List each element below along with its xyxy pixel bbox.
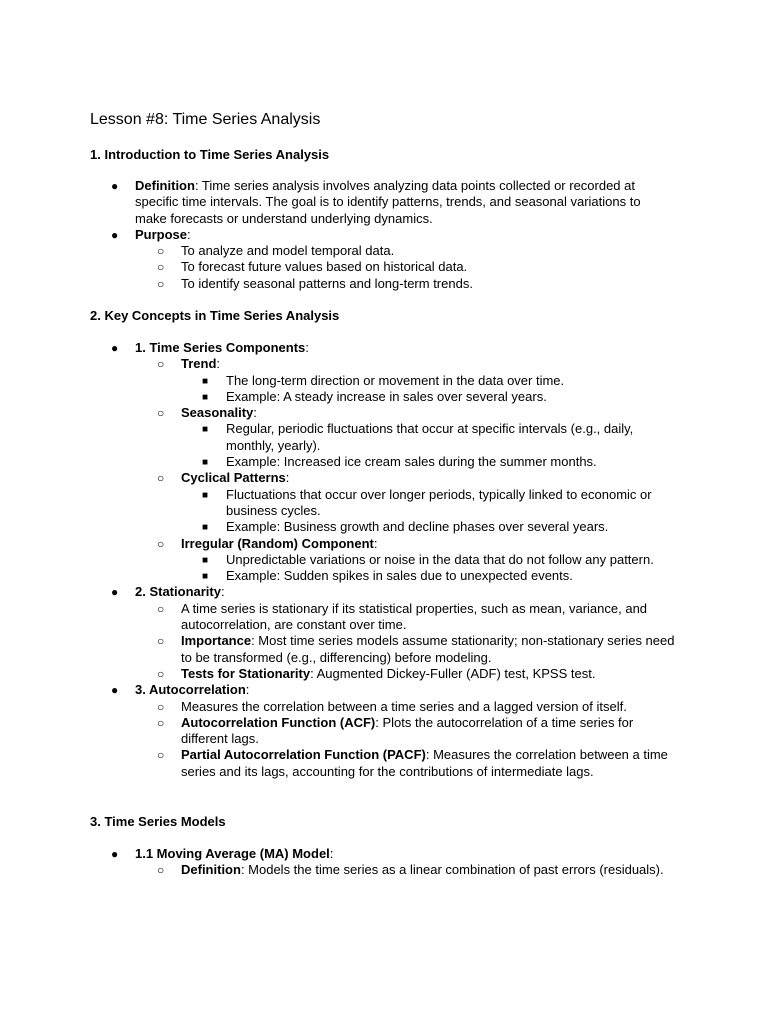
list-item-purpose-1 — [0, 243, 677, 259]
bullet-square-icon: ■ — [202, 424, 209, 436]
list-item-stationarity — [0, 584, 675, 600]
definition-text: : Time series analysis involves analyzing data points collected or recorded at specific time intervals. The goal is to identify patterns, trends, and seasonal variations to make forecasts or understand underlying dynamics. — [135, 178, 641, 226]
bullet-square-icon: ■ — [202, 554, 209, 566]
stationarity-colon: : — [220, 584, 225, 600]
autocorrelation-text: Measures the correlation between a time series and a lagged version of itself. — [181, 698, 627, 714]
cyclical-label: Cyclical Patterns — [181, 470, 286, 486]
pacf-label: Partial Autocorrelation Function (PACF) — [181, 747, 426, 763]
bullet-circle-icon: ○ — [157, 634, 165, 649]
components-colon: : — [305, 340, 309, 355]
list-item-seasonality-2 — [0, 454, 666, 470]
bullet-circle-icon: ○ — [157, 357, 165, 372]
bullet-square-icon: ■ — [202, 375, 209, 387]
bullet-circle-icon: ○ — [157, 276, 165, 291]
bullet-disc-icon: ● — [111, 227, 119, 242]
ma-definition-label: Definition — [181, 862, 241, 878]
list-item-stationarity-def — [0, 601, 677, 634]
autocorrelation-label: 3. Autocorrelation — [135, 682, 246, 698]
bullet-circle-icon: ○ — [157, 601, 165, 616]
autocorrelation-colon: : — [245, 682, 250, 698]
seasonality-label: Seasonality — [181, 405, 254, 421]
seasonality-colon: : — [253, 405, 257, 421]
trend-colon: : — [216, 356, 221, 372]
stationarity-text: A time series is stationary if its statistical properties, such as mean, variance, and autocorrelation, are constant over time. — [181, 600, 648, 633]
stationarity-label: 2. Stationarity — [135, 584, 221, 600]
list-item-irregular — [0, 536, 677, 552]
bullet-circle-icon: ○ — [157, 244, 165, 259]
ma-definition-text: : Models the time series as a linear combination of past errors (residuals). — [240, 862, 664, 878]
list-item-components — [0, 340, 675, 356]
list-item-trend — [0, 356, 677, 372]
acf-text: : Plots the autocorrelation of a time series for different lags. — [181, 714, 634, 747]
bullet-disc-icon: ● — [111, 847, 119, 861]
trend-label: Trend — [181, 356, 217, 372]
bullet-circle-icon: ○ — [157, 666, 165, 681]
cyclical-text: Example: Business growth and decline phases over several years. — [226, 519, 609, 535]
ma-model-label: 1.1 Moving Average (MA) Model — [135, 846, 330, 861]
bullet-circle-icon: ○ — [157, 536, 165, 551]
purpose-text: To identify seasonal patterns and long-term trends. — [181, 275, 473, 291]
tests-text: : Augmented Dickey-Fuller (ADF) test, KPSS test. — [310, 665, 596, 681]
components-label: 1. Time Series Components — [135, 340, 306, 355]
purpose-text: To forecast future values based on historical data. — [181, 259, 468, 275]
bullet-square-icon: ■ — [202, 457, 209, 469]
bullet-circle-icon: ○ — [157, 471, 165, 486]
bullet-square-icon: ■ — [202, 522, 209, 534]
document-title: Lesson #8: Time Series Analysis — [90, 111, 321, 128]
bullet-disc-icon: ● — [111, 341, 119, 355]
list-item-trend-1 — [0, 373, 666, 389]
list-item-cyclical-1 — [0, 487, 666, 520]
trend-text: Example: A steady increase in sales over several years. — [226, 388, 547, 404]
list-item-pacf — [0, 747, 677, 780]
cyclical-colon: : — [285, 470, 290, 486]
list-item-ma-model — [0, 846, 675, 862]
list-item-seasonality-1 — [0, 421, 666, 454]
bullet-circle-icon: ○ — [157, 406, 165, 421]
irregular-label: Irregular (Random) Component — [181, 535, 374, 551]
bullet-square-icon: ■ — [202, 489, 209, 501]
purpose-colon: : — [187, 226, 191, 242]
list-item-irregular-2 — [0, 568, 666, 584]
purpose-text: To analyze and model temporal data. — [181, 243, 395, 259]
cyclical-text: Fluctuations that occur over longer periods, typically linked to economic or business cycles. — [226, 486, 652, 518]
list-item-purpose-3 — [0, 276, 677, 292]
bullet-disc-icon: ● — [111, 683, 119, 698]
list-item-purpose-2 — [0, 259, 677, 275]
bullet-circle-icon: ○ — [157, 699, 165, 714]
seasonality-text: Example: Increased ice cream sales during the summer months. — [226, 454, 597, 470]
tests-label: Tests for Stationarity — [181, 665, 311, 681]
bullet-square-icon: ■ — [202, 391, 209, 403]
purpose-label: Purpose — [135, 226, 188, 242]
importance-label: Importance — [181, 633, 252, 649]
list-item-seasonality — [0, 405, 677, 421]
trend-text: The long-term direction or movement in the data over time. — [226, 372, 565, 388]
importance-text: : Most time series models assume stationarity; non-stationary series need to be transformed (e.g., differencing) before modeling. — [181, 633, 675, 665]
acf-label: Autocorrelation Function (ACF) — [181, 714, 376, 730]
seasonality-text: Regular, periodic fluctuations that occur at specific intervals (e.g., daily, monthly, yearly). — [226, 421, 634, 453]
list-item-tests — [0, 666, 677, 682]
list-item-autocorrelation-def — [0, 699, 677, 715]
list-item-acf — [0, 715, 677, 748]
section-3-list — [0, 846, 768, 879]
irregular-colon: : — [373, 535, 378, 551]
list-item-cyclical-2 — [0, 519, 666, 535]
bullet-circle-icon: ○ — [157, 715, 165, 730]
bullet-circle-icon: ○ — [157, 260, 165, 275]
section-heading-introduction: 1. Introduction to Time Series Analysis — [90, 147, 330, 162]
list-item-cyclical — [0, 470, 677, 486]
section-1-list — [0, 178, 768, 292]
list-item-trend-2 — [0, 389, 666, 405]
list-item-ma-definition — [0, 862, 677, 878]
irregular-text: Example: Sudden spikes in sales due to unexpected events. — [226, 568, 573, 584]
section-heading-models: 3. Time Series Models — [90, 814, 226, 829]
bullet-circle-icon: ○ — [157, 863, 165, 878]
bullet-square-icon: ■ — [202, 571, 209, 583]
section-2-list — [0, 340, 768, 780]
irregular-text: Unpredictable variations or noise in the data that do not follow any pattern. — [226, 551, 654, 567]
list-item-purpose — [0, 227, 675, 243]
bullet-disc-icon: ● — [111, 179, 119, 193]
pacf-text: : Measures the correlation between a time series and its lags, accounting for the contributions of intermediate lags. — [181, 747, 668, 779]
list-item-irregular-1 — [0, 552, 666, 568]
list-item-definition — [0, 178, 675, 227]
ma-model-colon: : — [329, 846, 334, 861]
definition-label: Definition — [135, 178, 195, 193]
section-heading-key-concepts: 2. Key Concepts in Time Series Analysis — [90, 308, 340, 323]
bullet-circle-icon: ○ — [157, 748, 165, 763]
list-item-importance — [0, 633, 677, 666]
bullet-disc-icon: ● — [111, 585, 119, 600]
list-item-autocorrelation — [0, 682, 675, 698]
